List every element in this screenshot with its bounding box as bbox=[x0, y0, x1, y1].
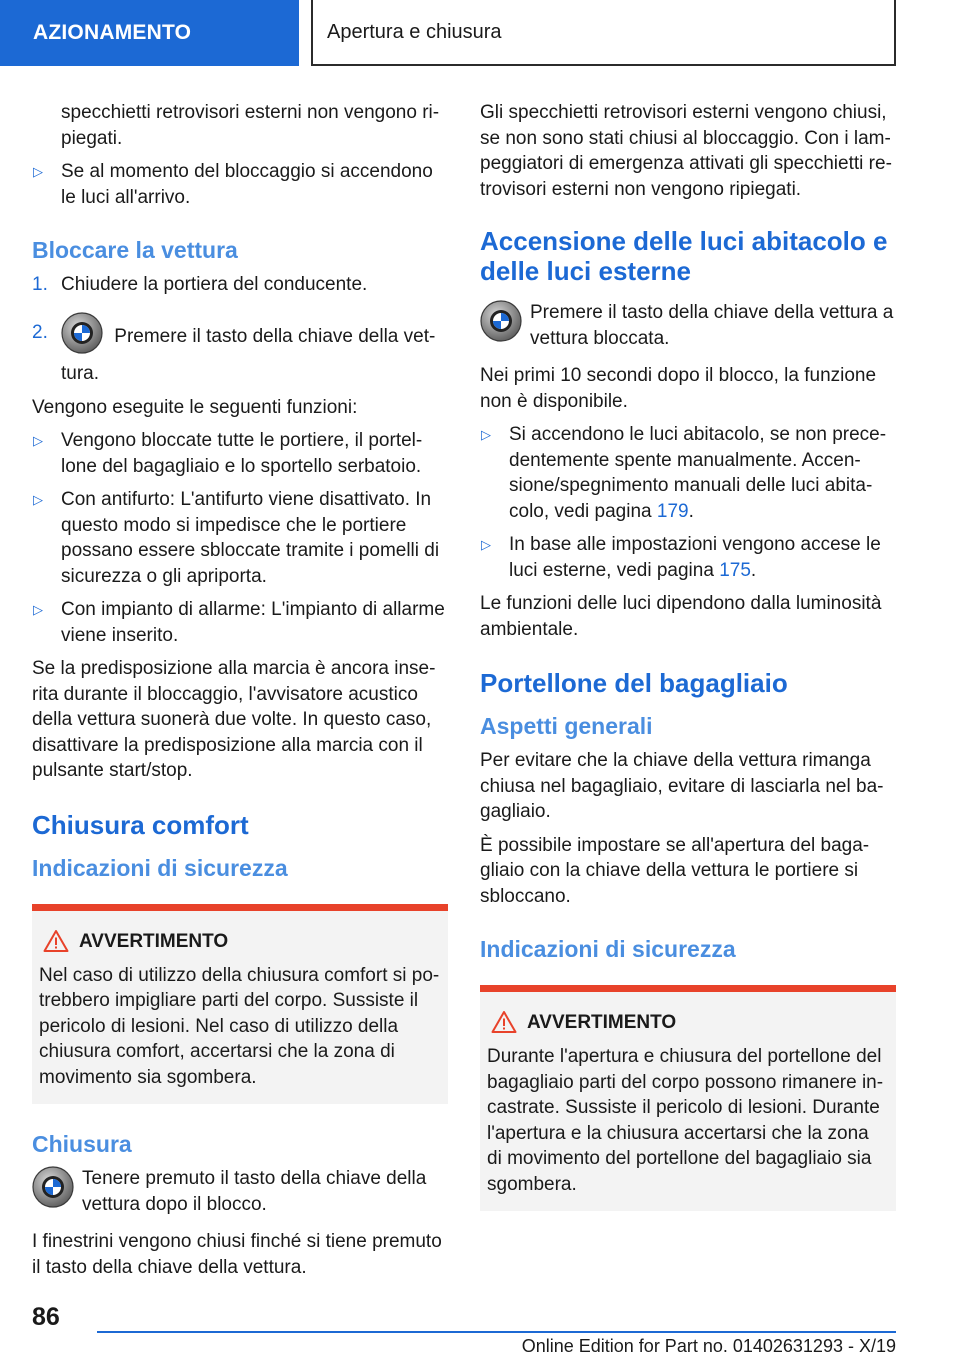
list-item: ▷ Con antifurto: L'antifurto viene disattivato. In questo modo si impedisce che le portiere possano essere sbloccate tramite i pomelli di sicurezza o gli apriporta. bbox=[33, 489, 440, 587]
list-item: ▷ In base alle impostazioni vengono accese le luci esterne, vedi pagina 175. bbox=[481, 534, 881, 581]
lights-note: Nei primi 10 secondi dopo il blocco, la funzione non è disponibile. bbox=[480, 365, 877, 412]
general-p1: Per evitare che la chiave della vettura rimanga chiusa nel bagagliaio, evitare di lasciarla nel bagagliaio. bbox=[480, 750, 884, 822]
tailgate-heading: Portellone del bagagliaio bbox=[480, 668, 788, 698]
page-number: 86 bbox=[32, 1303, 60, 1331]
list-item: ▷ Con impianto di allarme: L'impianto di allarme viene inserito. bbox=[33, 599, 445, 646]
lights-key-instruction: Premere il tasto della chiave della vettura a vettura bloccata. bbox=[480, 300, 896, 351]
lock-heading: Bloccare la vettura bbox=[32, 237, 238, 263]
bmw-key-button-icon bbox=[32, 1166, 74, 1216]
tailgate-safety-heading: Indicazioni di sicurezza bbox=[480, 936, 736, 962]
bmw-key-button-icon bbox=[480, 300, 522, 350]
warning-box bbox=[32, 904, 448, 1105]
page-header bbox=[0, 0, 960, 66]
bmw-key-button-icon bbox=[61, 312, 103, 362]
triangle-right-icon: ▷ bbox=[481, 537, 491, 552]
general-p2: È possibile impostare se all'apertura del bagagliaio con la chiave della vettura le portiere si sbloccano. bbox=[480, 834, 870, 907]
triangle-right-icon: ▷ bbox=[481, 427, 491, 442]
triangle-right-icon: ▷ bbox=[33, 492, 43, 507]
page-link-175[interactable]: 175 bbox=[719, 559, 751, 581]
step-2: 2. Premere il tasto della chiave della vettura. bbox=[32, 312, 448, 387]
triangle-right-icon: ▷ bbox=[33, 164, 43, 179]
comfort-heading: Chiusura comfort bbox=[32, 809, 249, 840]
mirrors-text: Gli specchietti retrovisori esterni vengono chiusi, se non sono stati chiusi al bloccaggio. Con i lampeggiatori di emergenza attivati gli specchietti retrovisori esterni non vengono ripiegati. bbox=[480, 102, 892, 200]
list-item: ▷ Se al momento del bloccaggio si accendono le luci all'arrivo. bbox=[33, 161, 433, 208]
page-link-179[interactable]: 179 bbox=[656, 500, 689, 522]
closing-note: I finestrini vengono chiusi finché si tiene premuto il tasto della chiave della vettura. bbox=[32, 1231, 442, 1278]
safety-heading: Indicazioni di sicurezza bbox=[32, 854, 288, 881]
list-item: ▷ Vengono bloccate tutte le portiere, il portellone del bagagliaio e lo sportello serbatoio. bbox=[33, 430, 423, 477]
intro-continuation: specchietti retrovisori esterni non vengono ripiegati. bbox=[61, 102, 440, 149]
lights-heading: Accensione delle luci abitacolo e delle luci esterne bbox=[480, 226, 888, 286]
right-column bbox=[480, 100, 896, 1221]
chapter-title: Apertura e chiusura bbox=[311, 0, 896, 66]
general-heading: Aspetti generali bbox=[480, 713, 653, 739]
warning-body: Nel caso di utilizzo della chiusura comfort si potrebbero impigliare parti del corpo. Sussiste il pericolo di lesioni. Nel caso di utilizzo della chiusura comfort, accertarsi che la zona di movimento sia sgombera. bbox=[39, 964, 440, 1088]
warning-title: AVVERTIMENTO bbox=[39, 929, 440, 955]
closing-heading: Chiusura bbox=[32, 1131, 132, 1157]
triangle-right-icon: ▷ bbox=[33, 433, 43, 448]
section-tab: AZIONAMENTO bbox=[0, 0, 299, 66]
drive-note: Se la predisposizione alla marcia è ancora inserita durante il bloccaggio, l'avvisatore acustico della vettura suonerà due volte. In questo caso, disattivare la predisposizione alla marcia con il pulsante start/stop. bbox=[32, 658, 436, 781]
warning-title: AVVERTIMENTO bbox=[487, 1010, 888, 1036]
left-column bbox=[32, 100, 448, 1288]
warning-triangle-icon bbox=[43, 929, 69, 953]
warning-box bbox=[480, 985, 896, 1211]
edition-text: Online Edition for Part no. 01402631293 - X/19 bbox=[521, 1336, 896, 1356]
triangle-right-icon: ▷ bbox=[33, 602, 43, 617]
lights-footer: Le funzioni delle luci dipendono dalla luminosità ambientale. bbox=[480, 593, 882, 640]
list-item: ▷ Si accendono le luci abitacolo, se non precedentemente spente manualmente. Accensione/spegnimento manuali delle luci abitacolo, vedi pagina 179. bbox=[481, 424, 887, 522]
closing-key-instruction: Tenere premuto il tasto della chiave della vettura dopo il blocco. bbox=[32, 1166, 448, 1217]
warning-body: Durante l'apertura e chiusura del portellone del bagagliaio parti del corpo possono rimanere incastrate. Sussiste il pericolo di lesioni. Durante l'apertura e la chiusura accertarsi che la zona di movimento del portellone del bagagliaio sia sgombera. bbox=[487, 1046, 884, 1195]
functions-intro: Vengono eseguite le seguenti funzioni: bbox=[32, 396, 358, 418]
warning-triangle-icon bbox=[491, 1010, 517, 1034]
step-1: 1. Chiudere la portiera del conducente. bbox=[32, 274, 368, 295]
footer-divider bbox=[97, 1331, 896, 1333]
